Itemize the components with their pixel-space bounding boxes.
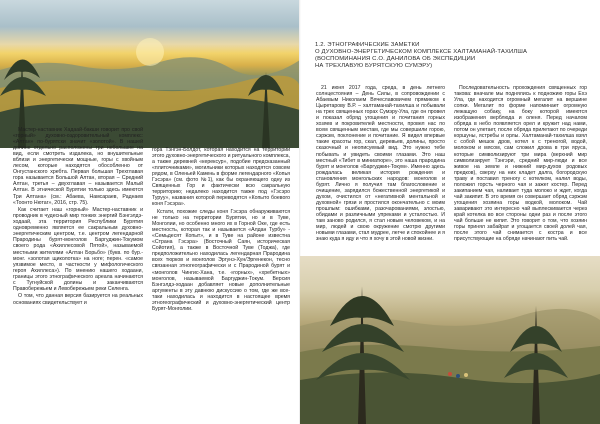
landscape-photo-top xyxy=(0,0,300,148)
right-page-column-2 xyxy=(454,85,587,244)
section-title-line: ЭТНОГРАФИЧЕСКИЕ ЗАМЕТКИ xyxy=(327,42,420,48)
landscape-illustration xyxy=(0,0,300,148)
left-page-column-1 xyxy=(13,127,143,307)
paragraph: гора Тэнгэн-Болдот, которая находится на территории этого духовно-энергетического и ритуального комплекса, а также деревней «керексур», подобие предсказанный «плиточниками», могильники которых находятся совсем рядом, в Оленьей Камень в форме легендарного «Копья Гэсэра» (см. фото №1), как бы охраняющего одну из Священных Гор и фактически всю сакральную территорию; недалеко находится также под «Гэсэро Туруу», названия которой переводятся «Копыто боевого коня Гэсэра». xyxy=(152,147,290,208)
left-page-column-2 xyxy=(152,147,290,313)
landscape-photo-bottom xyxy=(300,256,600,424)
section-title-line: (ВОСПОМИНАНИЯ С.О. ДАНИЛОВА ОБ ЭКСПЕДИЦИИ xyxy=(315,56,476,63)
paragraph: Мастер-наставник Хадаай-бакши говорит про свой «горный» духовно-оздоровительный комплекс: «Алтан» по-бурятски значит «золотой». В нашей долине отдельно расположены три небольшие на вид, если смотреть издалека, но внушительные вблизи и энергетически мощные, горы с хвойным лесом, которые находятся обособленно от Онгустанского хребта. Первая большая Трехглавая гора называется Большой Алтан, вторая – Средний Алтан, третья – двухглавая – называется Малый Алтан. В этнической Бурятии только здесь имеются Три Алтана» (см.: Абаева, Намсараев, Раднаев «Тоонто Нютаг», 2016, стр. 75). xyxy=(13,127,143,206)
right-page-column-1 xyxy=(316,85,445,244)
section-number: 1.2. xyxy=(315,42,326,48)
landscape-illustration xyxy=(300,256,600,424)
paragraph: О том, что данная версия базируется на реальных основаниях свидетельствует и xyxy=(13,293,143,306)
paragraph: Кстати, похожие следы коня Гэсэра обнаруживаются не только на территории Бурятии, но и в Туве, Монголии, но особенно много их в Горной Оке, где есть местность, которая так и называется «Алдан Турбу» - «Семьдесят Копыт», и в Туве на районе известна «Страна Гэсэра» (Восточный Саян, историческая Сойотия), а также в Восточной Туве (Тоджа), где предположительно находилась легендарная Прародина всех тюрков и монголов Эргунэ-Хун/Эргенекон, тесно связанная этногеографически и с Прародиной бурят и «монголов Чингис-Хана, т.е. «горных», «хребетных» монголов, называемой Баргуджин-Токум. Версия Бэнгэлдэ-ходаан добавляет новые дополнительные аргументы в эту давнюю дискуссию о том, где же все-таки находилась и находится в настоящее время этногеографический и духовно-энергетический центр Бурят-Монголии. xyxy=(152,209,290,312)
section-title-line: НА ТРЕХЛАВУЮ БУРЯТСКУЮ СУМЭРУ) xyxy=(315,63,433,70)
paragraph: 21 июня 2017 года, среда, в день летнего солнцестояния – День Силы, в сопровождении с Абаевым Николаем Вячеславовичем прямиком к Цыретарову В.Р. – халтаманай-тахилша и побывали на трех священных горах Сумэру-Ула, где он провел и показал обряд угощения и почитания горных хозяев и покровителей местности, провел нас по всем священным местам, где мы совершили горою, сэржэм, поклонение и почитание. Я видел впервые такие красоты гор, скал, деревьев, долины, просто сказочный и неописуемый вид. Это нужно тебе побывать и увидеть своими глазами. Это наш местный «Тибет в миниатюре», это наша прародина бурят и монголов «Баргуджин-Токум». Именно здесь рождалась великая история рождения и становления монгольских народов: монголов и бурят. Лично я получил там благословение и очищение, зарядился божественной энергетикой и духом, очистился от «негативной ментальной и духовной» грязи и простился окончательно с моим прошлым: ошибками, разочарованиями, злостью, обидами и различными упреками и усталостью. И там заново родился, я стал новым человеком, и на мир, людей и свою окружение смотрю другими новыми глазами, стал мудрее, легче и спокойнее и я знаю куда я иду и что я хочу в этой новой жизни. xyxy=(316,85,445,243)
section-heading xyxy=(315,42,595,70)
section-title-line: О ДУХОВНО-ЭНЕРГЕТИЧЕСКОМ КОМПЛЕКСЕ ХАЛТАМАНАЙ-ТАХИЛША xyxy=(315,49,528,56)
paragraph: Последовательность прохождения священных гор такова: вначале мы поднялись к подножию горы Ехэ Ула, где находится огромный мегалит на вершине сопки. Мегалит по форме напоминает огромную лежащую собаку, на боку которой имеются изображения верблюда и оленя. Перед началом обряда в небо появляется орел и кружит над нами, потом он улетает, после обряда прилетают по очереди коршуны, ястребы и орлы. Халтаманай-тахилша взял с собой мешок дров, котел к с треногой, водой, молоком и мясом, сам сложил дрова в три яруса, которые символизируют три мира (верхний мир символизирует Тэнгэри, средний мир-люди и все живое на земле и нижний мир-духов родовых предков), сверху на них кладет далга, богородскую траву и поставил треногу с котелком, налил воды, положил горсть черного чая и зажег костер. Перед закипанием чая, наливает туда молоко и ждет, когда чай закипит. В это время он совершает обряд сэржэм угощения хозяина горы водкой, молоком. Чай заваривают это интересно чай выплескивается через край котелка во все стороны одни раз и после этого чай больше не кипит. Это говорит о том, что хозяин горы принял забайрат и угощается своей долей чая, после этого чай снимается с костра и все присутствующие на обряде начинают пить чай. xyxy=(454,85,587,243)
paragraph: Как считает наш «горный» Мастер-наставник и проводник в чудесный мир тонких энергий Бэнгэлдэ-ходаай, эта территория Республики Бурятия одновременно является ее сакральным духовно-энергетическим центром, т.е. центром легендарной Прародины бурят-монголов Баргуджин-Токумом своего рода «Ахиллесовой Пятой», называемой местными жителями «Алтан Борьбо» (букв. по бур.-монг. «золотая щиколотка» на ноге; перен. «самое уязвимое место, в частности у мифологического героя Ахиллеса»). По мнению нашего ходаани, границы этого этнографического ареала начинаются с Тугнуйской долины и заканчиваются Правобережьем и Левобережьем реки Селенга. xyxy=(13,207,143,292)
